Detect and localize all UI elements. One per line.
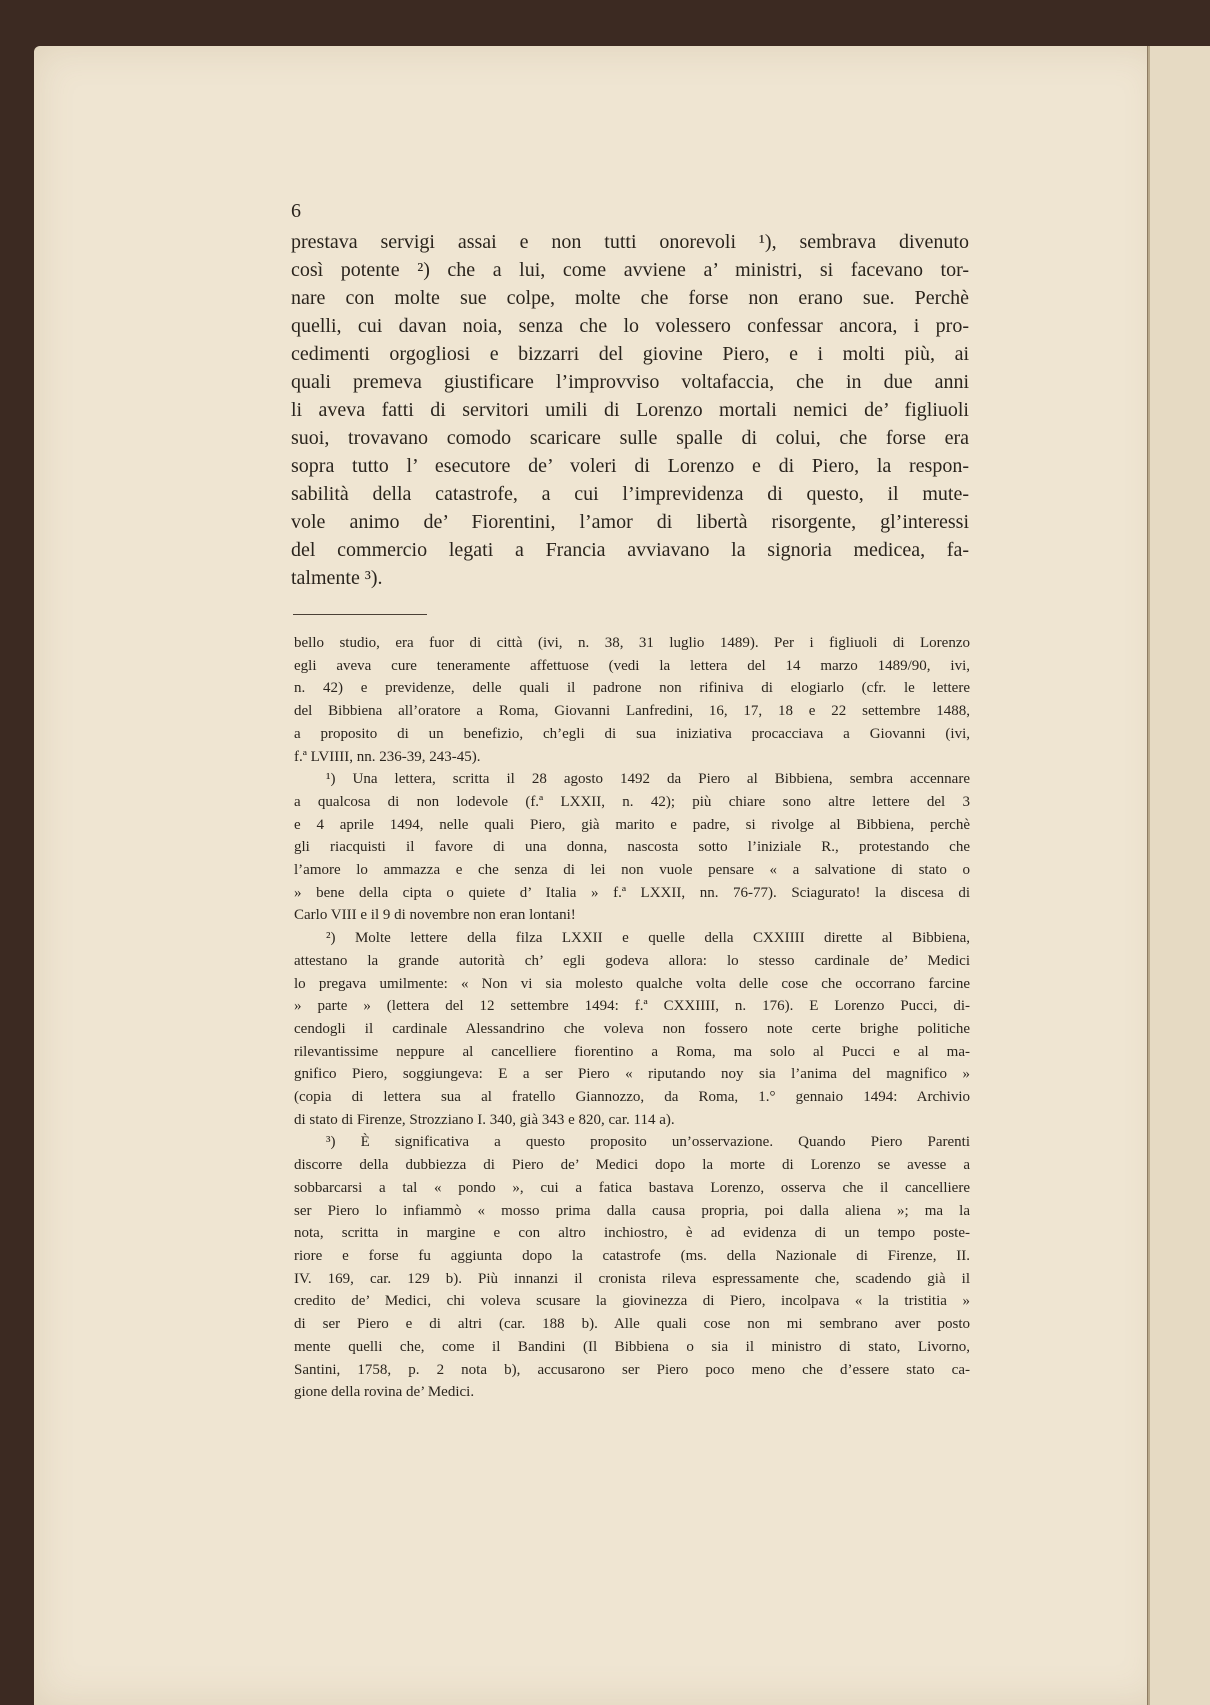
footnote-line: gione della rovina de’ Medici.: [294, 1384, 475, 1401]
text-line: prestava servigi assai e non tutti onorevoli ¹), sembrava divenuto: [291, 231, 969, 253]
text-line: vole animo de’ Fiorentini, l’amor di libertà risorgente, gl’interessi: [291, 511, 969, 533]
text-line: nare con molte sue colpe, molte che forse non erano sue. Perchè: [291, 287, 969, 309]
text-line: sopra tutto l’ esecutore de’ voleri di Lorenzo e di Piero, la respon-: [291, 455, 969, 477]
footnote-line: ser Piero lo infiammò « mosso prima dalla causa propria, poi dalla aliena »; ma la: [294, 1202, 970, 1219]
footnote-line: a proposito di un benefizio, ch’egli di sua iniziativa procacciava a Giovanni (ivi,: [294, 725, 970, 742]
footnote-line: bello studio, era fuor di città (ivi, n. 38, 31 luglio 1489). Per i figliuoli di Lorenzo: [294, 635, 970, 651]
footnote-line: di stato di Firenze, Strozziano I. 340, già 343 e 820, car. 114 a).: [294, 1111, 675, 1128]
text-line: sabilità della catastrofe, a cui l’imprevidenza di questo, il mute-: [291, 483, 969, 505]
footnote-line: e 4 aprile 1494, nelle quali Piero, già marito e padre, si rivolge al Bibbiena, perchè: [294, 816, 970, 833]
footnote-line: Santini, 1758, p. 2 nota b), accusarono ser Piero poco meno che d’essere stato ca-: [294, 1361, 970, 1378]
footnote-line: attestano la grande autorità ch’ egli godeva allora: lo stesso cardinale de’ Medici: [294, 952, 970, 969]
footnote-line: a qualcosa di non lodevole (f.ª LXXII, n. 42); più chiare sono altre lettere del 3: [294, 793, 970, 810]
text-line: cedimenti orgogliosi e bizzarri del giovine Piero, e i molti più, ai: [291, 343, 969, 365]
text-line: talmente ³).: [291, 567, 383, 589]
footnote-line: IV. 169, car. 129 b). Più innanzi il cronista rileva espressamente che, scadendo già il: [294, 1270, 970, 1287]
adjacent-page-edge: [1148, 46, 1210, 1705]
text-line: quelli, cui davan noia, senza che lo volessero confessar ancora, i pro-: [291, 315, 969, 337]
footnote-line: » bene della cipta o quiete d’ Italia » f.ª LXXII, nn. 76-77). Sciagurato! la discesa di: [294, 884, 970, 901]
footnote-line: egli aveva cure teneramente affettuose (vedi la lettera del 14 marzo 1489/90, ivi,: [294, 657, 970, 674]
page-number: 6: [291, 200, 301, 222]
footnote-line: » parte » (lettera del 12 settembre 1494: f.ª CXXIIII, n. 176). E Lorenzo Pucci, di-: [294, 998, 970, 1015]
footnote-line: sobbarcarsi a tal « pondo », cui a fatica bastava Lorenzo, osserva che il cancelliere: [294, 1179, 970, 1196]
footnote-line: cendogli il cardinale Alessandrino che voleva non fossero note certe brighe politiche: [294, 1020, 970, 1037]
text-line: del commercio legati a Francia avviavano la signoria medicea, fa-: [291, 539, 969, 561]
text-line: quali premeva giustificare l’improvviso voltafaccia, che in due anni: [291, 371, 969, 393]
footnote-line: mente quelli che, come il Bandini (Il Bibbiena o sia il ministro di stato, Livorno,: [294, 1338, 970, 1355]
footnote-line: rilevantissime neppure al cancelliere fiorentino a Roma, ma solo al Pucci e al ma-: [294, 1043, 970, 1060]
footnote-line: gnifico Piero, soggiungeva: E a ser Piero « riputando noy sia l’anima del magnifico »: [294, 1066, 970, 1083]
footnote-divider: [293, 614, 427, 615]
footnote-3-start: ³) È significativa a questo proposito un’osservazione. Quando Piero Parenti: [326, 1134, 970, 1151]
text-line: così potente ²) che a lui, come avviene a’ ministri, si facevano tor-: [291, 259, 969, 281]
footnote-line: riore e forse fu aggiunta dopo la catastrofe (ms. della Nazionale di Firenze, II.: [294, 1247, 970, 1264]
footnote-line: discorre della dubbiezza di Piero de’ Medici dopo la morte di Lorenzo se avesse a: [294, 1157, 970, 1174]
footnote-line: di ser Piero e di altri (car. 188 b). Alle quali cose non mi sembrano aver posto: [294, 1316, 970, 1333]
footnote-line: n. 42) e previdenze, delle quali il padrone non rifiniva di elogiarlo (cfr. le lettere: [294, 680, 970, 697]
footnote-line: lo pregava umilmente: « Non vi sia molesto qualche volta delle cose che occorrano farcine: [294, 975, 970, 992]
footnote-line: f.ª LVIIII, nn. 236-39, 243-45).: [294, 748, 481, 765]
text-line: suoi, trovavano comodo scaricare sulle spalle di colui, che forse era: [291, 427, 969, 449]
footnotes: [294, 632, 970, 1404]
main-paragraph: [291, 228, 969, 592]
footnote-line: (copia di lettera sua al fratello Giannozzo, da Roma, 1.° gennaio 1494: Archivio: [294, 1089, 970, 1106]
footnote-1-start: ¹) Una lettera, scritta il 28 agosto 1492 da Piero al Bibbiena, sembra accennare: [326, 771, 970, 788]
footnote-line: nota, scritta in margine e con altro inchiostro, è ad evidenza di un tempo poste-: [294, 1225, 970, 1242]
footnote-line: l’amore lo ammazza e che senza di lei non vuole pensare « a salvatione di stato o: [294, 862, 970, 879]
footnote-line: del Bibbiena all’oratore a Roma, Giovanni Lanfredini, 16, 17, 18 e 22 settembre 1488,: [294, 703, 970, 720]
text-line: li aveva fatti di servitori umili di Lorenzo mortali nemici de’ figliuoli: [291, 399, 969, 421]
footnote-2-start: ²) Molte lettere della filza LXXII e quelle della CXXIIII dirette al Bibbiena,: [326, 930, 970, 947]
footnote-line: credito de’ Medici, chi voleva scusare la giovinezza di Piero, incolpava « la tristitia »: [294, 1293, 970, 1310]
footnote-line: Carlo VIII e il 9 di novembre non eran lontani!: [294, 907, 576, 924]
footnote-line: gli riacquisti il favore di una donna, nascosta sotto l’iniziale R., protestando che: [294, 839, 970, 856]
